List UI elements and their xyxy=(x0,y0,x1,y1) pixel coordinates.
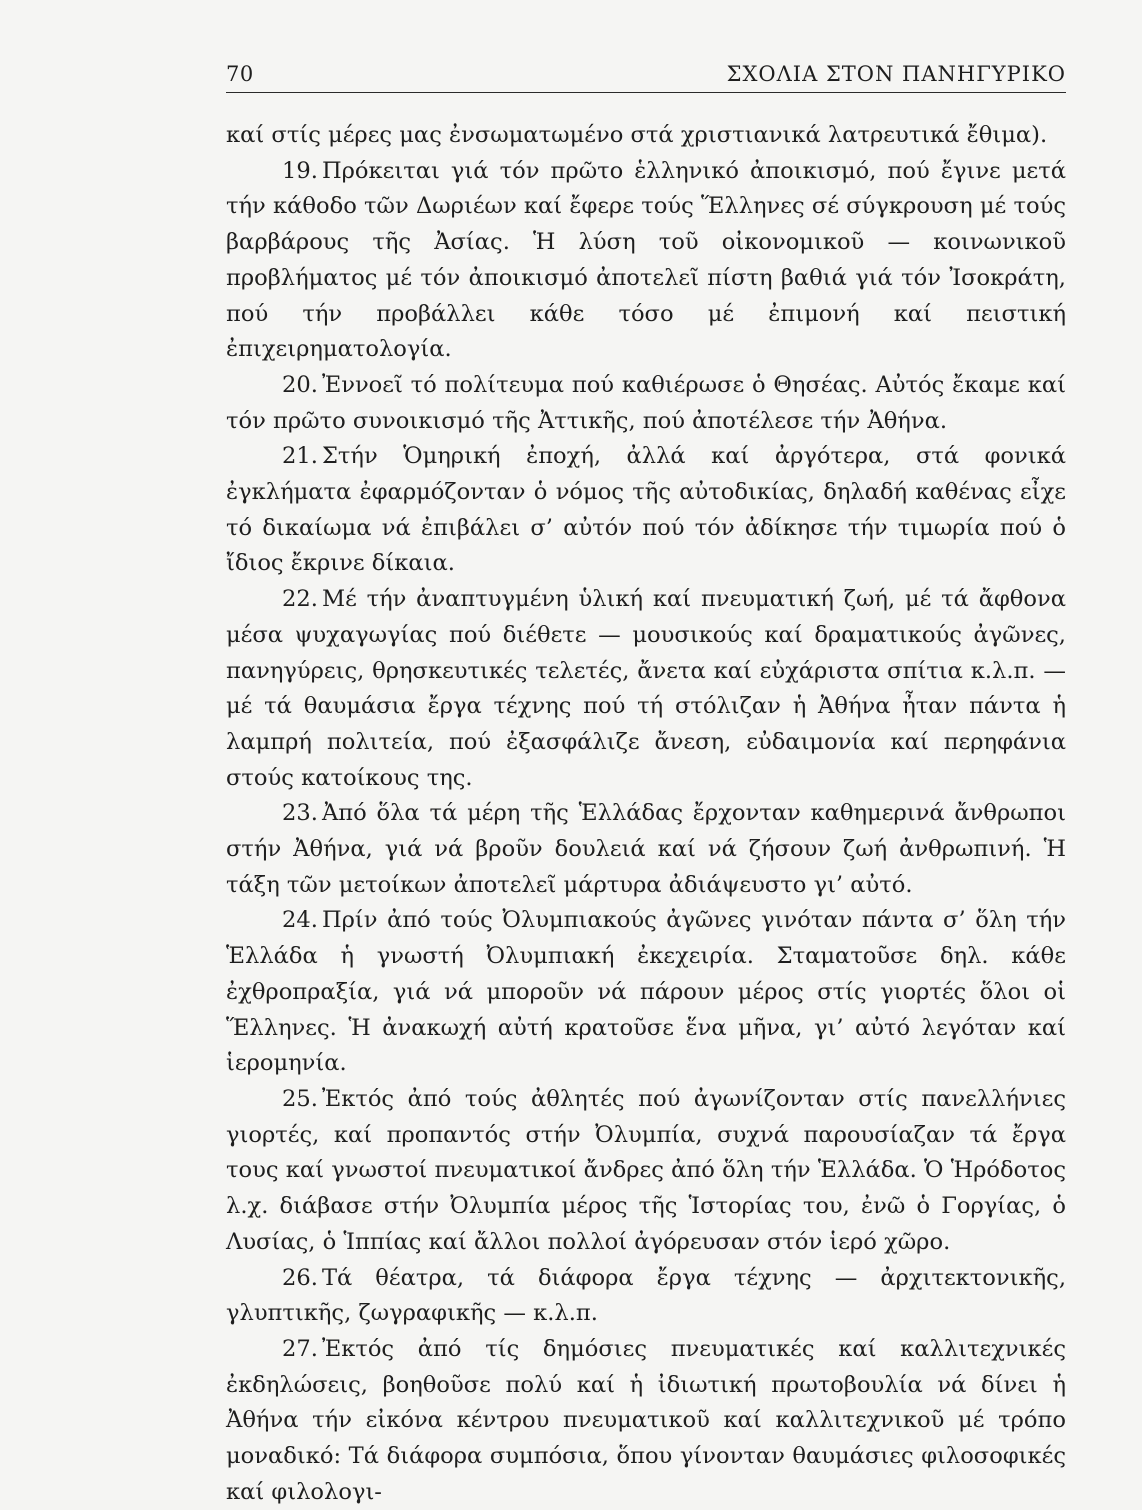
notes-body xyxy=(226,118,1066,1510)
note-text: Πρόκειται γιά τόν πρῶτο ἑλληνικό ἀποικισμό, πού ἔγινε μετά τήν κάθοδο τῶν Δωριέων καί ἔφερε τούς Ἕλληνες σέ σύγκρουση μέ τούς βαρβάρους τῆς Ἀσίας. Ἡ λύση τοῦ οἰκονομικοῦ — κοινωνικοῦ προβλήματος μέ τόν ἀποικισμό ἀποτελεῖ πίστη βαθιά γιά τόν Ἰσοκράτη, πού τήν προβάλλει κάθε τόσο μέ ἐπιμονή καί πειστική ἐπιχειρηματολογία. xyxy=(226,157,1066,363)
running-title: ΣΧΟΛΙΑ ΣΤΟΝ ΠΑΝΗΓΥΡΙΚΟ xyxy=(726,62,1066,86)
page-number: 70 xyxy=(226,62,254,86)
note-number: 19. xyxy=(282,157,318,184)
note-24 xyxy=(226,903,1066,1082)
note-23 xyxy=(226,796,1066,903)
note-number: 21. xyxy=(282,443,318,470)
note-25 xyxy=(226,1082,1066,1261)
note-26 xyxy=(226,1261,1066,1332)
header-rule xyxy=(226,92,1066,93)
continuation-text: καί στίς μέρες μας ἐνσωματωμένο στά χριστιανικά λατρευτικά ἔθιμα). xyxy=(226,122,1048,148)
note-text: Ἐννοεῖ τό πολίτευμα πού καθιέρωσε ὁ Θησέας. Αὐτός ἔκαμε καί τόν πρῶτο συνοικισμό τῆς Ἀττικῆς, πού ἀποτέλεσε τήν Ἀθήνα. xyxy=(226,371,1066,434)
note-22 xyxy=(226,582,1066,796)
note-text: Μέ τήν ἀναπτυγμένη ὑλική καί πνευματική ζωή, μέ τά ἄφθονα μέσα ψυχαγωγίας πού διέθετε — μουσικούς καί δραματικούς ἀγῶνες, πανηγύρεις, θρησκευτικές τελετές, ἄνετα καί εὐχάριστα σπίτια κ.λ.π. — μέ τά θαυμάσια ἔργα τέχνης πού τή στόλιζαν ἡ Ἀθήνα ἦταν πάντα ἡ λαμπρή πολιτεία, πού ἐξασφάλιζε ἄνεση, εὐδαιμονία καί περηφάνια στούς κατοίκους της. xyxy=(226,586,1066,791)
note-text: Ἐκτός ἀπό τίς δημόσιες πνευματικές καί καλλιτεχνικές ἐκδηλώσεις, βοηθοῦσε πολύ καί ἡ ἰδιωτική πρωτοβουλία νά δίνει ἡ Ἀθήνα τήν εἰκόνα κέντρου πνευματικοῦ καί καλλιτεχνικοῦ μέ τρόπο μοναδικό: Τά διάφορα συμπόσια, ὅπου γίνονταν θαυμάσιες φιλοσοφικές καί φιλολογι- xyxy=(226,1335,1066,1505)
note-19 xyxy=(226,154,1066,368)
running-head xyxy=(226,62,1066,92)
note-number: 23. xyxy=(282,800,318,827)
note-text: Τά θέατρα, τά διάφορα ἔργα τέχνης — ἀρχιτεκτονικῆς, γλυπτικῆς, ζωγραφικῆς — κ.λ.π. xyxy=(226,1264,1066,1327)
note-number: 25. xyxy=(282,1085,318,1112)
note-text: Ἐκτός ἀπό τούς ἀθλητές πού ἀγωνίζονταν στίς πανελλήνιες γιορτές, καί προπαντός στήν Ὀλυμπία, συχνά παρουσίαζαν τά ἔργα τους καί γνωστοί πνευματικοί ἄνδρες ἀπό ὅλη τήν Ἑλλάδα. Ὁ Ἡρόδοτος λ.χ. διάβασε στήν Ὀλυμπία μέρος τῆς Ἱστορίας του, ἐνῶ ὁ Γοργίας, ὁ Λυσίας, ὁ Ἱππίας καί ἄλλοι πολλοί ἀγόρευσαν στόν ἱερό χῶρο. xyxy=(226,1085,1066,1255)
note-text: Στήν Ὁμηρική ἐποχή, ἀλλά καί ἀργότερα, στά φονικά ἐγκλήματα ἐφαρμόζονταν ὁ νόμος τῆς αὐτοδικίας, δηλαδή καθένας εἶχε τό δικαίωμα νά ἐπιβάλει σ’ αὐτόν πού τόν ἀδίκησε τήν τιμωρία πού ὁ ἴδιος ἔκρινε δίκαια. xyxy=(226,443,1066,577)
note-20 xyxy=(226,368,1066,439)
note-text: Ἀπό ὅλα τά μέρη τῆς Ἑλλάδας ἔρχονταν καθημερινά ἄνθρωποι στήν Ἀθήνα, γιά νά βροῦν δουλειά καί νά ζήσουν ζωή ἀνθρωπινή. Ἡ τάξη τῶν μετοίκων ἀποτελεῖ μάρτυρα ἀδιάψευστο γι’ αὐτό. xyxy=(226,800,1066,898)
note-number: 20. xyxy=(282,371,318,398)
note-number: 22. xyxy=(282,586,318,613)
note-number: 26. xyxy=(282,1264,318,1291)
note-21 xyxy=(226,439,1066,582)
note-27 xyxy=(226,1332,1066,1510)
note-number: 27. xyxy=(282,1335,318,1362)
note-text: Πρίν ἀπό τούς Ὀλυμπιακούς ἀγῶνες γινόταν πάντα σ’ ὅλη τήν Ἑλλάδα ἡ γνωστή Ὀλυμπιακή ἐκεχειρία. Σταματοῦσε δηλ. κάθε ἐχθροπραξία, γιά νά μποροῦν νά πάρουν μέρος στίς γιορτές ὅλοι οἱ Ἕλληνες. Ἡ ἀνακωχή αὐτή κρατοῦσε ἕνα μῆνα, γι’ αὐτό λεγόταν καί ἱερομηνία. xyxy=(226,907,1066,1077)
note-number: 24. xyxy=(282,907,318,934)
